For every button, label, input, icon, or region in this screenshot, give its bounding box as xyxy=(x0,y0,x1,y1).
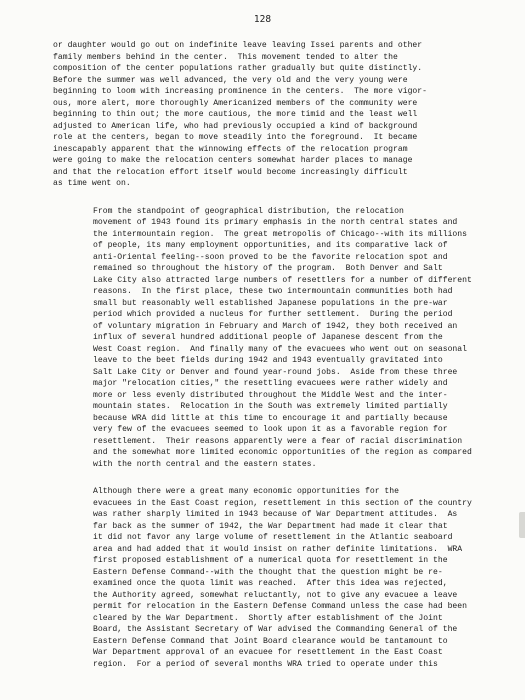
text-line: of people, its many employment opportunities, and its comparative lack of xyxy=(93,241,448,250)
text-line: of voluntary migration in February and March of 1942, they both received an xyxy=(93,321,458,331)
text-line: West Coast region. And finally many of the evacuees who went out on seasonal xyxy=(93,344,467,354)
paragraph xyxy=(53,206,493,471)
body-text xyxy=(53,40,493,686)
text-line: and the somewhat more limited economic opportunities of the region as compared xyxy=(93,448,472,457)
text-line: reasons. In the first place, these two intermountain communities both had xyxy=(93,287,453,296)
text-line: ous, more alert, more thoroughly Americanized members of the community were xyxy=(53,98,418,108)
text-line: it did not favor any large volume of resettlement in the Atlantic seaboard xyxy=(93,533,453,542)
text-line: Lake City also attracted large numbers of resettlers for a number of different xyxy=(93,275,472,285)
text-line: adjusted to American life, who had previously occupied a kind of background xyxy=(53,121,418,131)
text-line: Although there were a great many economic opportunities for the xyxy=(93,487,399,496)
text-line: period which provided a nucleus for further settlement. During the period xyxy=(93,310,453,319)
text-line: and that the relocation effort itself would become increasingly difficult xyxy=(53,167,408,177)
text-line: far back as the summer of 1942, the War Department had made it clear that xyxy=(93,521,448,531)
text-line: first proposed establishment of a numerical quota for resettlement in the xyxy=(93,556,448,565)
paragraph xyxy=(53,486,493,670)
text-line: because WRA did little at this time to encourage it and partially because xyxy=(93,413,448,423)
text-line: area and had added that it would insist on rather definite limitations. WRA xyxy=(93,544,463,554)
page-edge-mark xyxy=(519,512,525,538)
text-line: evacuees in the East Coast region, resettlement in this section of the country xyxy=(93,498,472,508)
text-line: permit for relocation in the Eastern Defense Command unless the case had been xyxy=(93,602,467,611)
text-line: major "relocation cities," the resettling evacuees were rather widely and xyxy=(93,379,448,388)
text-line: the Authority agreed, somewhat reluctantly, not to give any evacuee a leave xyxy=(93,590,458,600)
text-line: beginning to thin out; the more cautious, the more timid and the least well xyxy=(53,110,418,119)
text-line: very few of the evacuees seemed to look upon it as a favorable region for xyxy=(93,425,448,434)
text-line: resettlement. Their reasons apparently were a fear of racial discrimination xyxy=(93,436,463,446)
text-line: From the standpoint of geographical distribution, the relocation xyxy=(93,206,404,216)
text-line: more or less evenly distributed throughout the Middle West and the inter- xyxy=(93,390,448,400)
text-line: mountain states. Relocation in the South was extremely limited partially xyxy=(93,402,448,411)
text-line: region. For a period of several months WRA tried to operate under this xyxy=(93,659,438,669)
text-line: examined once the quota limit was reached. After this idea was rejected, xyxy=(93,579,448,588)
paragraph xyxy=(53,40,493,190)
text-line: Eastern Defense Command--with the thought that the question might be re- xyxy=(93,567,443,577)
text-line: with the north central and the eastern states. xyxy=(93,459,317,469)
text-line: Before the summer was well advanced, the very old and the very young were xyxy=(53,75,408,85)
text-line: influx of several hundred additional people of Japanese descent from the xyxy=(93,333,443,342)
text-line: family members behind in the center. This movement tended to alter the xyxy=(53,52,398,62)
text-line: Board, the Assistant Secretary of War advised the Commanding General of the xyxy=(93,625,458,634)
text-line: inescapably apparent that the winnowing effects of the relocation program xyxy=(53,144,408,154)
text-line: Eastern Defense Command that Joint Board clearance would be tantamount to xyxy=(93,636,448,646)
text-line: anti-Oriental feeling--soon proved to be the favorite relocation spot and xyxy=(93,252,448,262)
text-line: small but reasonably well established Japanese populations in the pre-war xyxy=(93,298,448,308)
text-line: or daughter would go out on indefinite leave leaving Issei parents and other xyxy=(53,41,423,50)
text-line: War Department approval of an evacuee for resettlement in the East Coast xyxy=(93,648,443,657)
text-line: beginning to loom with increasing prominence in the centers. The more vigor- xyxy=(53,87,427,96)
text-line: movement of 1943 found its primary emphasis in the north central states and xyxy=(93,218,458,227)
text-line: composition of the center populations rather gradually but quite distinctly. xyxy=(53,64,423,73)
text-line: the intermountain region. The great metropolis of Chicago--with its millions xyxy=(93,229,467,239)
text-line: remained so throughout the history of the program. Both Denver and Salt xyxy=(93,264,443,273)
text-line: as time went on. xyxy=(53,179,131,188)
text-line: leave to the beet fields during 1942 and 1943 eventually gravitated into xyxy=(93,356,443,365)
text-line: were going to make the relocation centers somewhat harder places to manage xyxy=(53,156,413,165)
text-line: role at the centers, began to move steadily into the foreground. It became xyxy=(53,133,418,142)
text-line: Salt Lake City or Denver and found year-round jobs. Aside from these three xyxy=(93,367,458,377)
text-line: cleared by the War Department. Shortly after establishment of the Joint xyxy=(93,613,443,623)
page-number: 128 xyxy=(253,14,272,25)
text-line: was rather sharply limited in 1943 because of War Department attitudes. As xyxy=(93,510,458,519)
